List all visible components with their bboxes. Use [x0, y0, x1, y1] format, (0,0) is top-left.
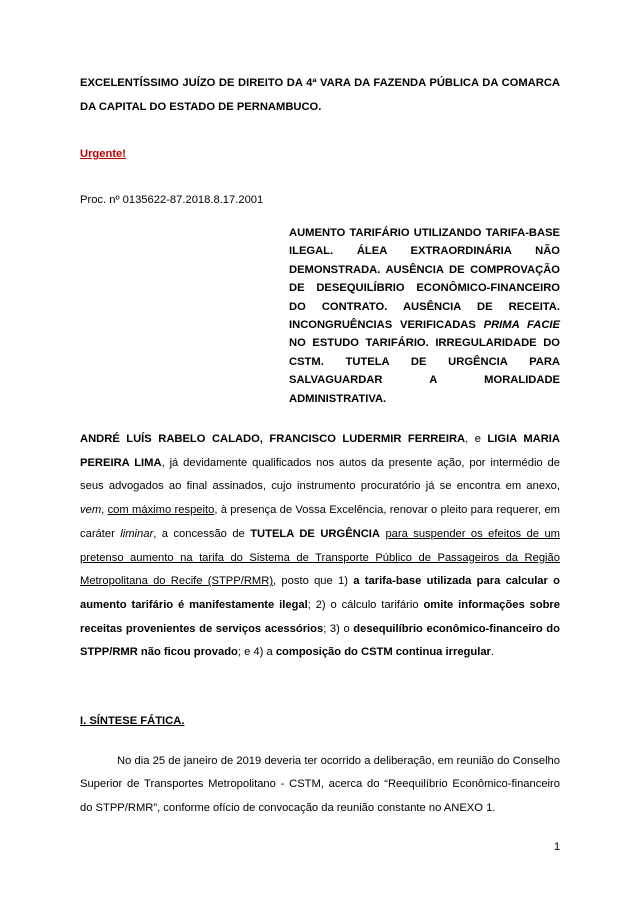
- petitioner-name-3: LIGIA MARIA PEREIRA LIMA: [80, 433, 560, 469]
- petition-text-8: .: [490, 646, 495, 659]
- petition-text-7: ; e 4) a: [237, 646, 276, 659]
- petition-text-6: ; 3) o: [323, 622, 354, 635]
- petition-point-4: composição do CSTM continua irregular: [275, 646, 491, 659]
- petition-text-5: ; 2) o cálculo tarifário: [307, 598, 424, 611]
- court-heading: EXCELENTÍSSIMO JUÍZO DE DIREITO DA 4ª VARA DA FAZENDA PÚBLICA DA COMARCA DA CAPITAL DO ESTADO DE PERNAMBUCO.: [80, 77, 560, 113]
- ementa-text-1: AUMENTO TARIFÁRIO UTILIZANDO TARIFA-BASE ILEGAL. ÁLEA EXTRAORDINÁRIA NÃO DEMONSTRADA. AUSÊNCIA DE COMPROVAÇÃO DE DESEQUILÍBRIO ECONÔMICO-FINANCEIRO DO CONTRATO. AUSÊNCIA DE RECEITA. INCONGRUÊNCIAS VERIFICADAS: [289, 227, 560, 332]
- document-page: [80, 72, 560, 821]
- section-paragraph: No dia 25 de janeiro de 2019 deveria ter ocorrido a deliberação, em reunião do Conselho Superior de Transportes Metropolitano - CSTM, acerca do “Reequilíbrio Econômico-financeiro do STPP/RMR”, conforme ofício de convocação da reunião constante no ANEXO 1.: [80, 754, 560, 814]
- petitioner-names: ANDRÉ LUÍS RABELO CALADO, FRANCISCO LUDERMIR FERREIRA: [80, 433, 466, 446]
- petition-conj: , e: [465, 433, 488, 446]
- petition-liminar: liminar: [120, 527, 154, 540]
- urgent-label: Urgente!: [80, 148, 126, 160]
- process-number: Proc. nº 0135622-87.2018.8.17.2001: [80, 193, 264, 206]
- petition-suspender: para suspender os efeitos de um pretenso aumento na tarifa do Sistema de Transporte Público de Passageiros da Região Metropolitana do Recife (STPP/RMR): [80, 527, 560, 588]
- petition-respeito: com máximo respeito: [107, 504, 215, 517]
- petition-vem: vem: [80, 504, 102, 517]
- petition-text-3: , a concessão de: [153, 527, 251, 540]
- petition-point-1: a tarifa-base utilizada para calcular o aumento tarifário é manifestamente ilegal: [80, 575, 560, 611]
- ementa-text-2: NO ESTUDO TARIFÁRIO. IRREGULARIDADE DO CSTM. TUTELA DE URGÊNCIA PARA SALVAGUARDAR A MORALIDADE ADMINISTRATIVA.: [289, 337, 560, 405]
- petition-paragraph: [80, 428, 560, 665]
- petition-comma: ,: [101, 504, 108, 517]
- petition-tutela: TUTELA DE URGÊNCIA: [250, 527, 380, 540]
- petition-text-2: , à presença de Vossa Excelência, renovar o pleito para requerer, em caráter: [80, 504, 560, 540]
- ementa-italic: PRIMA FACIE: [483, 319, 561, 332]
- ementa-summary: [289, 224, 560, 408]
- page-number: 1: [554, 841, 561, 853]
- section-title: I. SÍNTESE FÁTICA.: [80, 715, 185, 728]
- petition-point-3: desequilíbrio econômico-financeiro do STPP/RMR não ficou provado: [80, 622, 560, 659]
- petition-point-2: omite informações sobre receitas provenientes de serviços acessórios: [80, 598, 560, 635]
- petition-text-4: , posto que 1): [273, 575, 354, 588]
- petition-text-1: , já devidamente qualificados nos autos da presente ação, por intermédio de seus advogados ao final assinados, cujo instrumento procuratório já se encontra em anexo,: [80, 456, 560, 493]
